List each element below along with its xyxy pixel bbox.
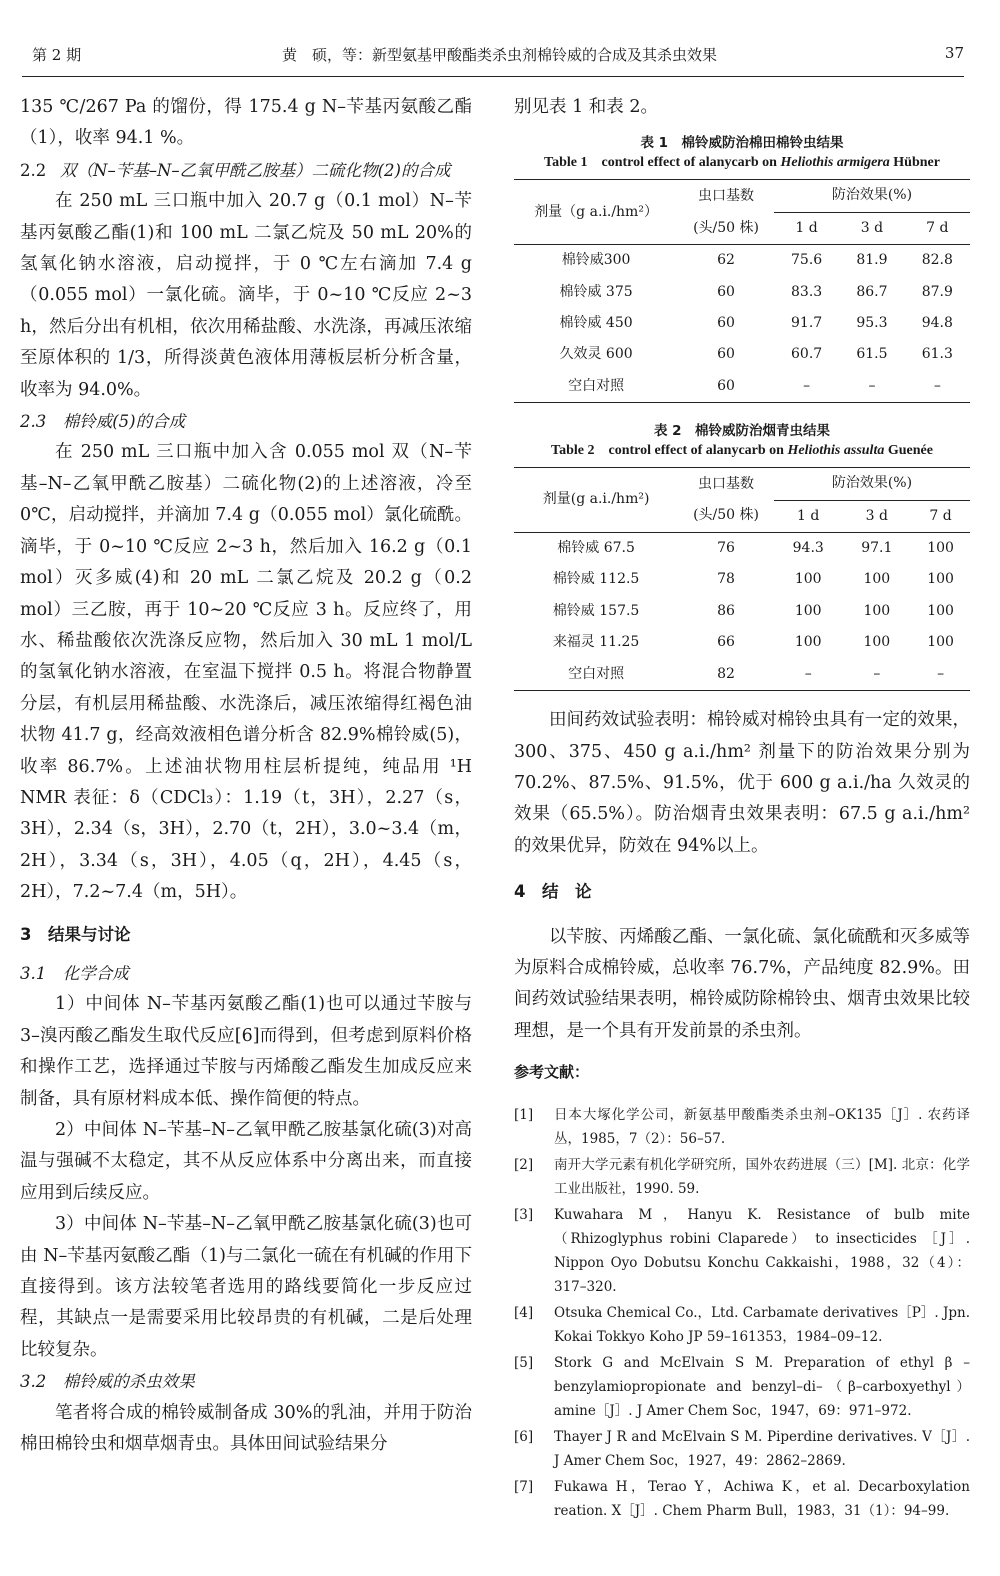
- table-cell: 86: [717, 602, 735, 619]
- column-header: 防治效果(%): [774, 468, 970, 500]
- column-header: 7 d: [911, 500, 970, 532]
- column-header: 3 d: [843, 500, 912, 532]
- section-title: 双（N–苄基–N–乙氧甲酰乙胺基）二硫化物(2)的合成: [60, 160, 451, 180]
- issue-number: 第 2 期: [32, 46, 82, 64]
- column-header: 虫口基数: [698, 475, 755, 492]
- table-cell: 91.7: [791, 315, 823, 332]
- reference-number: [4]: [514, 1304, 534, 1321]
- reference-number: [2]: [514, 1156, 534, 1173]
- table-cell: 94.3: [792, 540, 824, 557]
- section-3-heading: 3 结果与讨论: [20, 924, 131, 944]
- section-2-2-heading: [20, 155, 472, 186]
- table-cell: –: [933, 377, 941, 394]
- table-2-caption-cn: 表 2 棉铃威防治烟青虫结果: [653, 423, 831, 440]
- column-header: 剂量（g a.i./hm²）: [514, 180, 678, 245]
- column-header: 防治效果(%): [774, 180, 970, 212]
- table-cell: 82.8: [921, 252, 953, 269]
- table-row: [514, 339, 970, 370]
- table-cell: 75.6: [791, 252, 823, 269]
- table-1-caption-cn: 表 1 棉铃威防治棉田棉铃虫结果: [640, 135, 844, 152]
- paragraph: 在 250 mL 三口瓶中加入含 0.055 mol 双（N–苄基–N–乙氧甲酰乙胺基）二硫化物(2)的上述溶液，冷至 0℃，启动搅拌，并滴加 7.4 g（0.055 mol）氯化硫酰。滴毕，于 0~10 ℃反应 2~3 h，然后加入 16.2 g（0.1 mol）灭多威(4)和 20 mL 二氯乙烷及 20.2 g（0.2 mol）三乙胺，再于 10~20 ℃反应 3 h。反应终了，用水、稀盐酸依次洗涤反应物，然后加入 30 mL 1 mol/L 的氢氧化钠水溶液，在室温下搅拌 0.5 h。将混合物静置分层，有机层用稀盐酸、水洗涤后，减压浓缩得红褐色油状物 41.7 g，经高效液相色谱分析含 82.9%棉铃威(5)，收率 86.7%。上述油状物用柱层析提纯，纯品用 ¹H NMR 表征：δ（CDCl₃）：1.19（t，3H），2.27（s，3H），2.34（s，3H），2.70（t，2H），3.0~3.4（m，2H），3.34（s，3H），4.05（q，2H），4.45（s，2H），7.2~7.4（m，5H）。: [20, 442, 472, 903]
- paragraph: 以苄胺、丙烯酸乙酯、一氯化硫、氯化硫酰和灭多威等为原料合成棉铃威，总收率 76.7%，产品纯度 82.9%。田间药效试验结果表明，棉铃威防除棉铃虫、烟青虫效果比较理想，是一个具有开发前景的杀虫剂。: [514, 926, 970, 1041]
- table-cell: 82: [717, 665, 735, 682]
- table-cell: –: [937, 665, 945, 682]
- table-cell: 83.3: [791, 283, 823, 300]
- references-heading: 参考文献：: [514, 1063, 590, 1082]
- section-number: 2.2: [20, 160, 47, 180]
- paragraph: 2）中间体 N–苄基–N–乙氧甲酰乙胺基氯化硫(3)对高温与强碱不太稳定，其不从反应体系中分离出来，而直接应用到后续反应。: [20, 1120, 472, 1203]
- reference-text: Otsuka Chemical Co.，Ltd. Carbamate derivatives［P］. Jpn. Kokai Tokkyo Koho JP 59–161353，1984–09–12.: [554, 1304, 970, 1345]
- page-header: [22, 44, 964, 84]
- table-cell: 95.3: [856, 315, 888, 332]
- table-2: [514, 467, 970, 691]
- table-cell: 100: [863, 602, 891, 619]
- table-cell: 久效灵 600: [559, 346, 633, 363]
- paragraph: 笔者将合成的棉铃威制备成 30%的乳油，并用于防治棉田棉铃虫和烟草烟青虫。具体田间试验结果分: [20, 1402, 472, 1455]
- section-3-2-heading: 3.2 棉铃威的杀虫效果: [20, 1372, 195, 1392]
- table-row: [514, 659, 970, 691]
- table-cell: 62: [717, 252, 735, 269]
- page-number: 37: [944, 44, 964, 62]
- table-cell: 100: [794, 571, 822, 588]
- column-header: 虫口基数: [698, 187, 755, 204]
- table-cell: 100: [794, 602, 822, 619]
- table-cell: 81.9: [856, 252, 888, 269]
- column-header: 3 d: [839, 212, 904, 244]
- table-1-body: [514, 245, 970, 403]
- column-header: 剂量(g a.i./hm²): [514, 468, 678, 533]
- reference-item: [514, 1203, 970, 1299]
- paragraph: 3）中间体 N–苄基–N–乙氧甲酰乙胺基氯化硫(3)也可由 N–苄基丙氨酸乙酯（1)与二氯化一硫在有机碱的作用下直接得到。该方法较笔者选用的路线要简化一步反应过程，其缺点一是需要采用比较昂贵的有机碱，二是后处理比较复杂。: [20, 1214, 472, 1360]
- section-2-3-heading: 2.3 棉铃威(5)的合成: [20, 412, 186, 432]
- table-cell: 棉铃威 112.5: [552, 571, 640, 588]
- table-row: [514, 627, 970, 658]
- table-cell: –: [804, 665, 812, 682]
- section-4-heading: 4 结 论: [514, 882, 592, 902]
- reference-item: [514, 1103, 970, 1151]
- table-cell: 86.7: [856, 283, 888, 300]
- table-cell: 100: [863, 634, 891, 651]
- table-cell: 来福灵 11.25: [552, 634, 640, 651]
- paragraph: 135 ℃/267 Pa 的馏份，得 175.4 g N–苄基丙氨酸乙酯（1），收率 94.1 %。: [20, 97, 472, 149]
- table-cell: –: [803, 377, 811, 394]
- paragraph: 在 250 mL 三口瓶中加入 20.7 g（0.1 mol）N–苄基丙氨酸乙酯(1)和 100 mL 二氯乙烷及 50 mL 20%的氢氧化钠水溶液，启动搅拌，于 0 ℃左右滴加 7.4 g（0.055 mol）一氯化硫。滴毕，于 0~10 ℃反应 2~3 h，然后分出有机相，依次用稀盐酸、水洗涤，再减压浓缩至原体积的 1/3，所得淡黄色液体用薄板层析分析含量，收率为 94.0%。: [20, 191, 472, 400]
- table-cell: 100: [927, 634, 954, 651]
- table-cell: 66: [717, 634, 735, 651]
- paragraph: 1）中间体 N–苄基丙氨酸乙酯(1)也可以通过苄胺与 3–溴丙酸乙酯发生取代反应[6]而得到，但考虑到原料价格和操作工艺，选择通过苄胺与丙烯酸乙酯发生加成反应来制备，具有原材料成本低、操作简便的特点。: [20, 994, 472, 1109]
- reference-text: 南开大学元素有机化学研究所，国外农药进展（三）[M]. 北京：化学工业出版社，1990. 59.: [554, 1156, 970, 1197]
- table-cell: 94.8: [921, 315, 953, 332]
- table-cell: 棉铃威 450: [559, 315, 633, 332]
- table-cell: –: [873, 665, 881, 682]
- reference-number: [1]: [514, 1106, 534, 1123]
- reference-number: [6]: [514, 1428, 534, 1445]
- reference-text: Thayer J R and McElvain S M. Piperdine derivatives. V［J］. J Amer Chem Soc，1927，49：2862–2869.: [554, 1428, 970, 1469]
- reference-text: 日本大塚化学公司，新氨基甲酸酯类杀虫剂–OK135［J］. 农药译丛，1985，7（2）：56–57.: [554, 1106, 970, 1147]
- reference-item: [514, 1153, 970, 1201]
- table-cell: 61.5: [856, 346, 888, 363]
- table-cell: 78: [717, 571, 735, 588]
- reference-text: Fukawa H，Terao Y，Achiwa K，et al. Decarboxylation reation. X［J］. Chem Pharm Bull，1983，31（1）：94–99.: [554, 1478, 970, 1519]
- table-cell: 61.3: [921, 346, 953, 363]
- table-cell: 76: [717, 540, 735, 557]
- reference-number: [5]: [514, 1354, 534, 1371]
- table-cell: 60: [717, 283, 735, 300]
- reference-number: [3]: [514, 1206, 534, 1223]
- column-header: 1 d: [774, 500, 843, 532]
- table-cell: 棉铃威 67.5: [557, 540, 635, 557]
- table-cell: 100: [927, 540, 954, 557]
- table-cell: 100: [927, 602, 954, 619]
- table-cell: 100: [927, 571, 954, 588]
- reference-list: [514, 1103, 970, 1523]
- reference-item: [514, 1425, 970, 1473]
- table-cell: 60: [717, 346, 735, 363]
- table-cell: 100: [863, 571, 891, 588]
- reference-item: [514, 1351, 970, 1423]
- header-rule: [22, 76, 964, 77]
- column-header: (头/50 株): [678, 500, 774, 532]
- column-header: 7 d: [905, 212, 970, 244]
- table-cell: 棉铃威300: [561, 252, 631, 269]
- reference-item: [514, 1475, 970, 1523]
- table-row: [514, 245, 970, 277]
- table-cell: 100: [794, 634, 822, 651]
- table-1-caption-en: Table 1 control effect of alanycarb on Heliothis armigera Hübner: [544, 155, 940, 171]
- reference-text: Stork G and McElvain S M. Preparation of ethyl β –benzylamiopropionate and benzyl–di–（β–carboxyethyl）amine［J］. J Amer Chem Soc，1947，69：971–972.: [554, 1354, 970, 1419]
- table-cell: 棉铃威 375: [559, 283, 633, 300]
- table-1: [514, 179, 970, 403]
- paragraph: 田间药效试验表明：棉铃威对棉铃虫具有一定的效果，300、375、450 g a.i./hm² 剂量下的防治效果分别为 70.2%、87.5%、91.5%，优于 600 g a.i./ha 久效灵的效果（65.5%）。防治烟青虫效果表明：67.5 g a.i./hm² 的效果优异，防效在 94%以上。: [514, 710, 970, 856]
- running-title: 黄 硕，等：新型氨基甲酸酯类杀虫剂棉铃威的合成及其杀虫效果: [282, 46, 718, 64]
- table-cell: 97.1: [861, 540, 893, 557]
- table-cell: 60: [717, 377, 735, 394]
- table-row: [514, 277, 970, 308]
- table-cell: 87.9: [921, 283, 953, 300]
- paragraph: 别见表 1 和表 2。: [514, 97, 658, 117]
- right-column: [514, 92, 970, 1525]
- table-2-body: [514, 533, 970, 691]
- table-cell: 空白对照: [568, 377, 625, 394]
- table-row: [514, 533, 970, 565]
- section-3-1-heading: 3.1 化学合成: [20, 963, 129, 983]
- table-row: [514, 371, 970, 403]
- column-header: 1 d: [774, 212, 839, 244]
- reference-number: [7]: [514, 1478, 534, 1495]
- left-column: [20, 92, 472, 1460]
- table-row: [514, 564, 970, 595]
- table-row: [514, 308, 970, 339]
- reference-text: Kuwahara M，Hanyu K. Resistance of bulb mite（Rhizoglyphus robini Claparede） to insecticides ［J］. Nippon Oyo Dobutsu Konchu Cakkaishi，1988，32（4）：317–320.: [554, 1206, 970, 1295]
- table-cell: –: [868, 377, 876, 394]
- table-cell: 60: [717, 315, 735, 332]
- table-2-caption-en: Table 2 control effect of alanycarb on Heliothis assulta Guenée: [551, 443, 933, 459]
- column-header: (头/50 株): [678, 212, 774, 244]
- table-cell: 空白对照: [568, 665, 625, 682]
- reference-item: [514, 1301, 970, 1349]
- table-row: [514, 596, 970, 627]
- table-cell: 棉铃威 157.5: [552, 602, 640, 619]
- table-cell: 60.7: [791, 346, 823, 363]
